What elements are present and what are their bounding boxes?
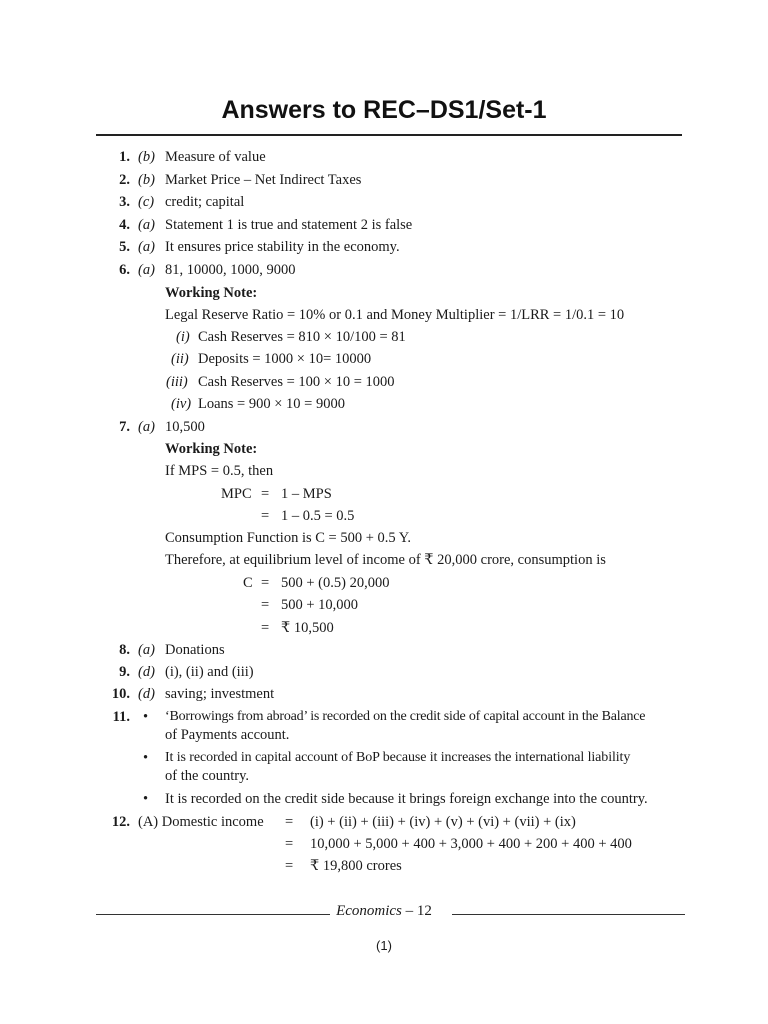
equation-lhs: (A) Domestic income: [138, 814, 264, 830]
footer: [0, 903, 768, 920]
equation-rhs: (i) + (ii) + (iii) + (iv) + (v) + (vi) + (vii) + (ix): [310, 814, 576, 830]
answer-number: 11.: [112, 709, 130, 725]
equals-sign: =: [261, 620, 270, 636]
equation-rhs: ₹ 19,800 crores: [310, 858, 402, 874]
page-number: (1): [376, 938, 392, 953]
bullet-text: of the country.: [165, 768, 250, 784]
equation-rhs: 1 – MPS: [281, 486, 332, 502]
equation-rhs: 10,000 + 5,000 + 400 + 3,000 + 400 + 200 + 400 + 400: [310, 836, 632, 852]
sub-item-text: Loans = 900 × 10 = 9000: [198, 396, 345, 412]
bullet-text: It is recorded in capital account of BoP because it increases the international liability: [165, 750, 631, 765]
bullet: •: [143, 750, 149, 766]
equals-sign: =: [261, 597, 270, 613]
sub-item-text: Cash Reserves = 810 × 10/100 = 81: [198, 329, 406, 345]
equation-lhs: C: [243, 575, 253, 591]
working-note-heading: Working Note:: [165, 441, 258, 457]
sub-item-text: Deposits = 1000 × 10= 10000: [198, 351, 372, 367]
equation-lhs: MPC: [221, 486, 252, 502]
bullet: •: [143, 709, 149, 725]
answer-number: 12.: [111, 814, 130, 830]
sub-item-label: (i): [176, 329, 190, 345]
equation-rhs: 1 – 0.5 = 0.5: [281, 508, 355, 524]
footer-number: 12: [416, 903, 432, 919]
sub-item-label: (iv): [171, 396, 192, 412]
equals-sign: =: [261, 486, 270, 502]
working-note-line: Consumption Function is C = 500 + 0.5 Y.: [165, 530, 411, 546]
bullet-text: of Payments account.: [165, 727, 290, 743]
footer-subject: Economics: [336, 903, 402, 919]
sub-item-label: (ii): [171, 351, 189, 367]
equation-rhs: ₹ 10,500: [281, 620, 334, 636]
bullet-text: ‘Borrowings from abroad’ is recorded on the credit side of capital account in the Balance: [165, 709, 646, 724]
equals-sign: =: [285, 858, 294, 874]
equation-rhs: 500 + (0.5) 20,000: [281, 575, 390, 591]
page-title: Answers to REC–DS1/Set-1: [221, 96, 547, 124]
equation-rhs: 500 + 10,000: [281, 597, 359, 613]
sub-item-label: (iii): [166, 374, 188, 390]
equals-sign: =: [261, 508, 270, 524]
footer-separator: –: [401, 903, 417, 919]
title-divider: [96, 134, 682, 136]
working-note-heading: Working Note:: [165, 285, 258, 301]
equals-sign: =: [261, 575, 270, 591]
working-note-line: Therefore, at equilibrium level of income of ₹ 20,000 crore, consumption is: [165, 552, 606, 568]
working-note-line: If MPS = 0.5, then: [165, 463, 274, 479]
equals-sign: =: [285, 836, 294, 852]
bullet: •: [143, 791, 149, 807]
sub-item-text: Cash Reserves = 100 × 10 = 1000: [198, 374, 395, 390]
working-note-line: Legal Reserve Ratio = 10% or 0.1 and Money Multiplier = 1/LRR = 1/0.1 = 10: [165, 307, 625, 323]
equals-sign: =: [285, 814, 294, 830]
bullet-text: It is recorded on the credit side because it brings foreign exchange into the country.: [165, 791, 648, 807]
